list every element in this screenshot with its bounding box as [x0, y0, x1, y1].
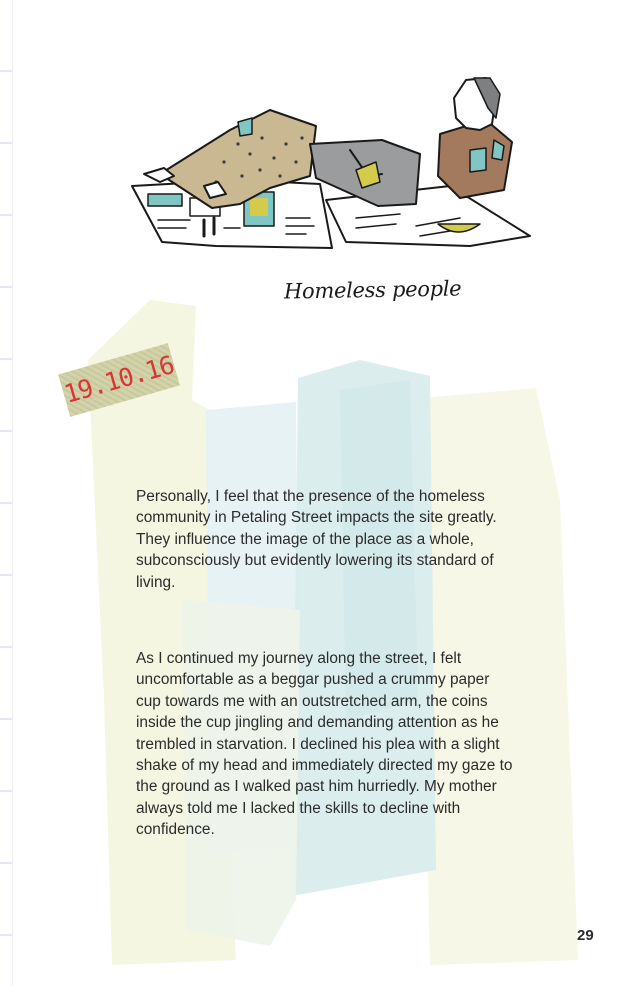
illustration-caption: Homeless people [283, 276, 462, 304]
paragraph-2: As I continued my journey along the street, I felt uncomfortable as a beggar pushed a crummy paper cup towards me with an outstretched arm, the coins inside the cup jingling and demanding attention as he trembled in starvation. I declined his plea with a slight shake of my head and immediately directed my gaze to the ground as I walked past him hurriedly. My mother always told me I lacked the skills to decline with confidence. [136, 650, 513, 839]
paragraph-1: Personally, I feel that the presence of the homeless community in Petaling Street impacts the site greatly. They influence the image of the place as a whole, subconsciously but evidently lowering its standard of living. [136, 488, 497, 591]
page-number: 29 [577, 927, 594, 944]
date-stamp: 19.10.16 [58, 343, 180, 417]
homeless-man-illustration [120, 58, 540, 254]
